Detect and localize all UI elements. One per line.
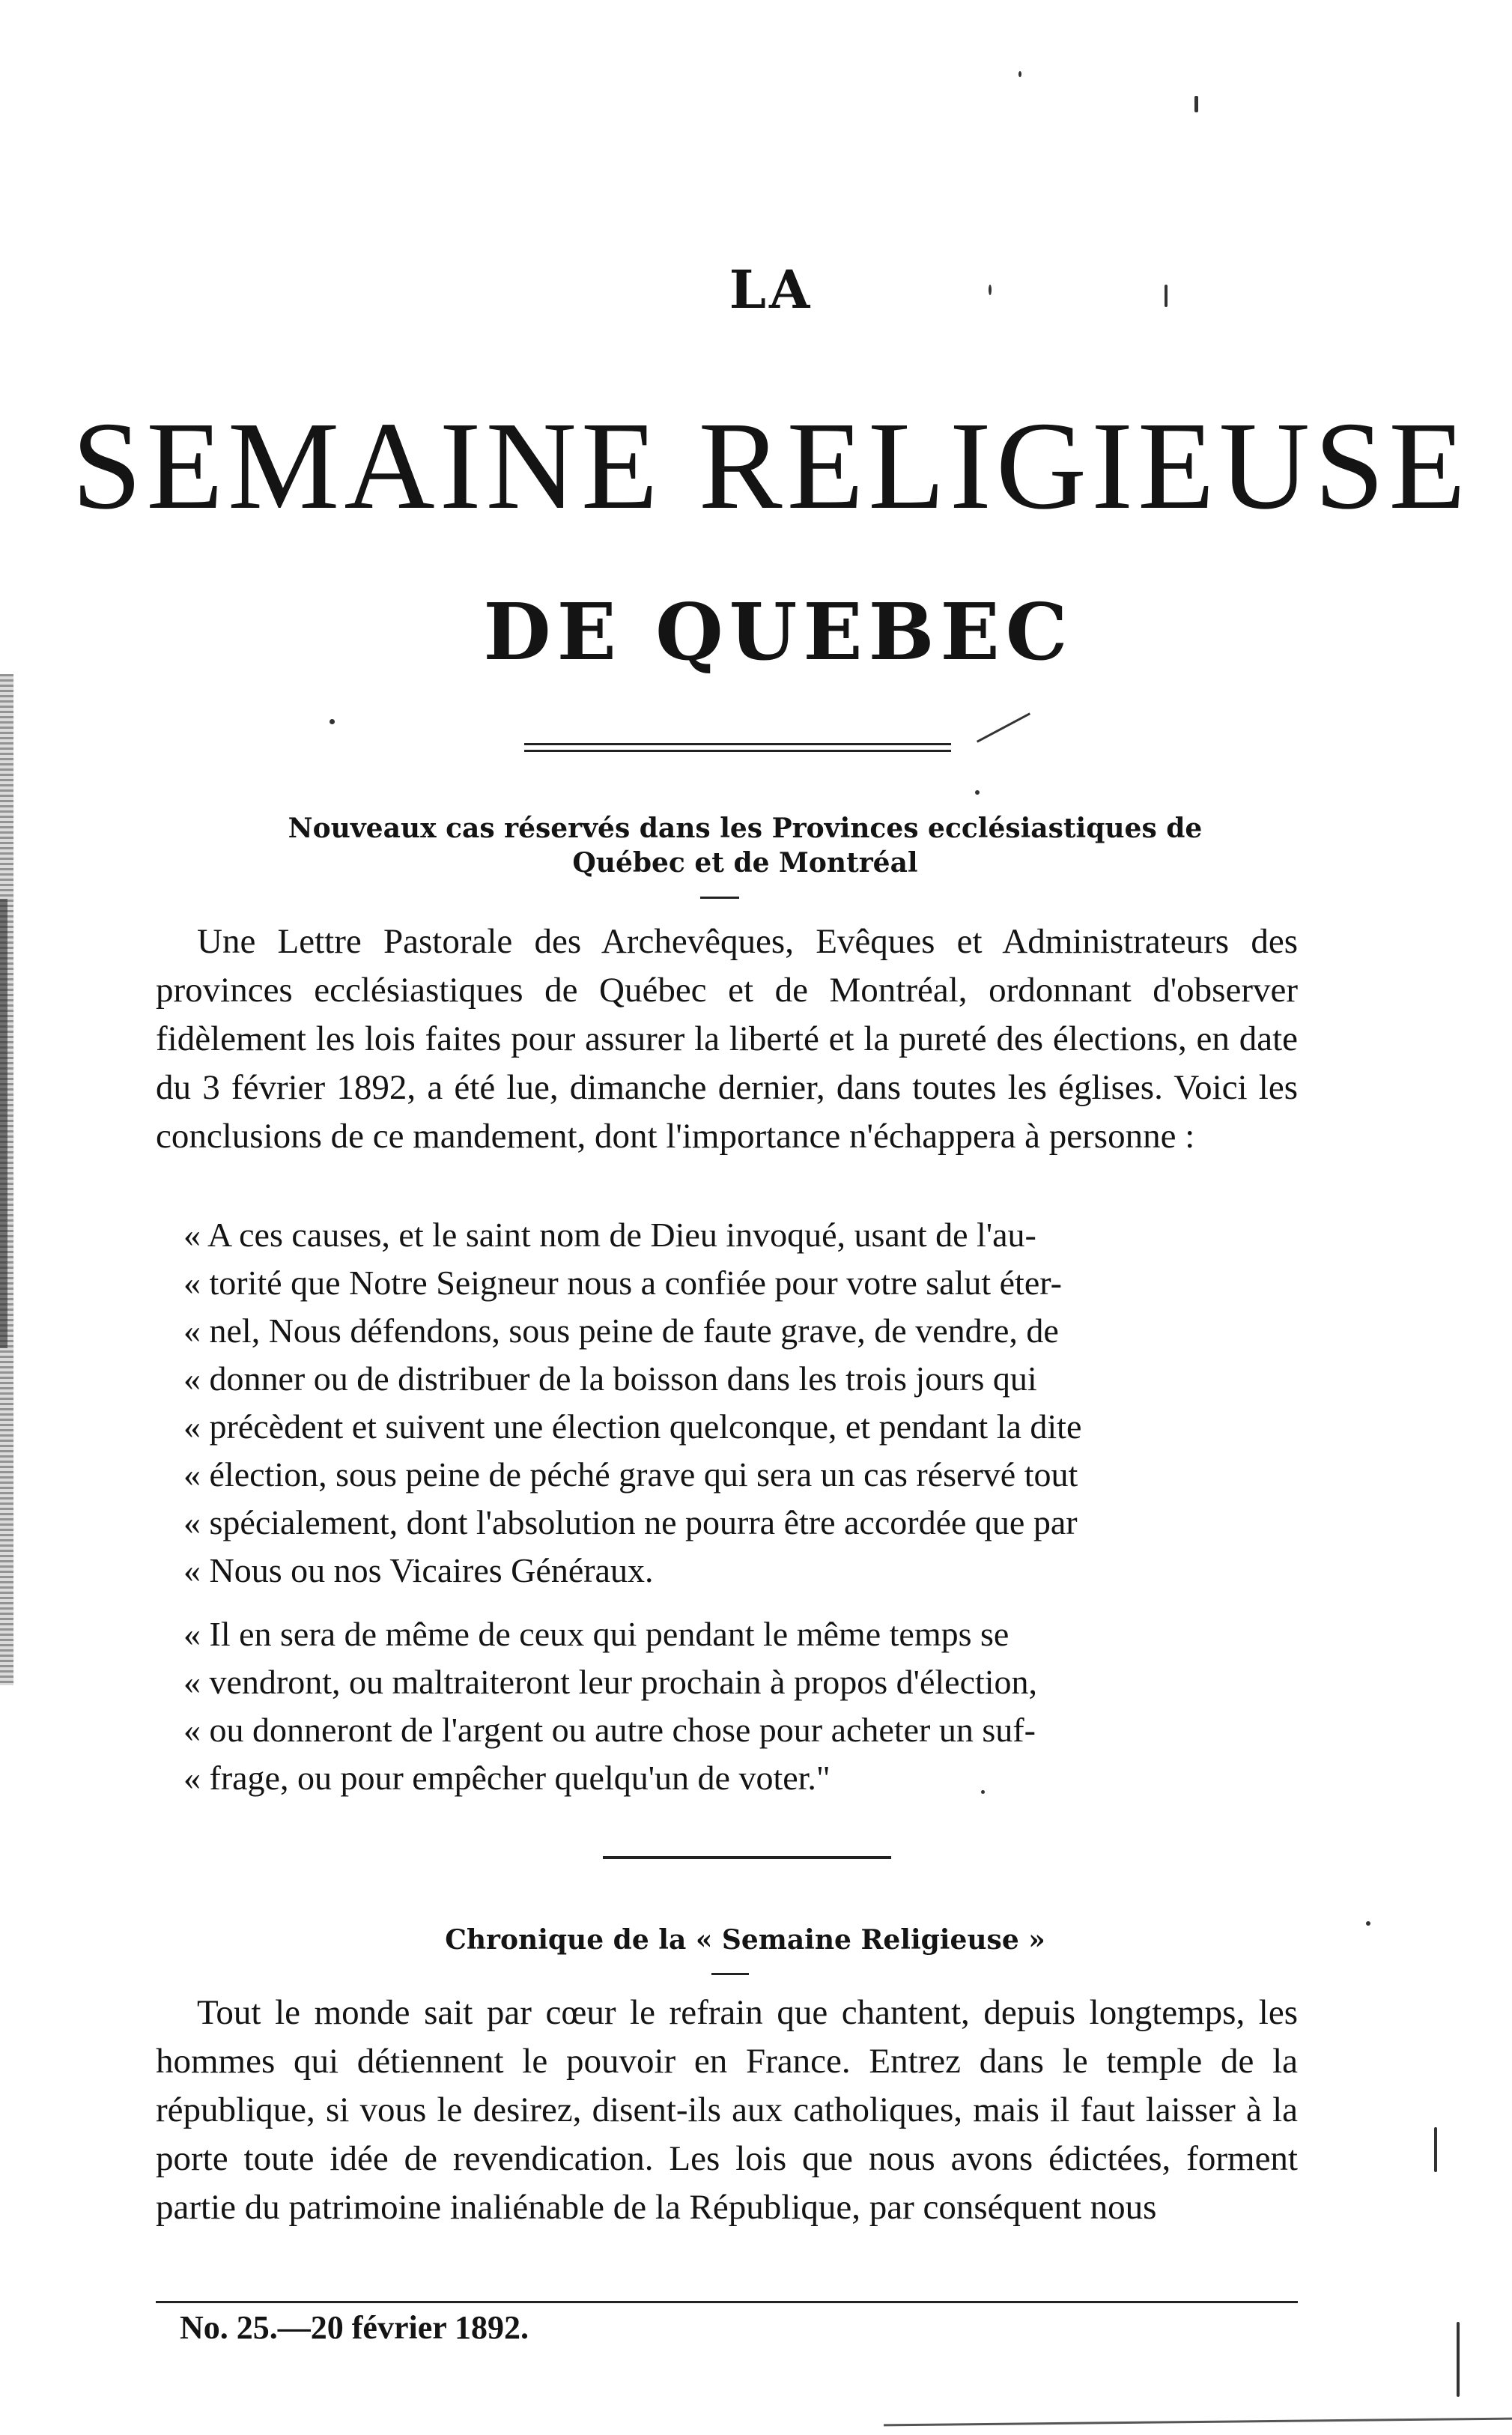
- quote-line: « A ces causes, et le saint nom de Dieu invoqué, usant de l'au-: [183, 1216, 1036, 1254]
- masthead-article: LA: [729, 258, 813, 321]
- scan-speck: [989, 285, 992, 295]
- section-divider: [603, 1856, 891, 1859]
- scan-speck: [330, 719, 335, 724]
- heading-dash: [700, 897, 739, 899]
- masthead-double-rule: [524, 743, 951, 752]
- quote-block-2: [183, 1610, 1299, 1802]
- quote-line: « frage, ou pour empêcher quelqu'un de voter.": [183, 1759, 831, 1797]
- quote-line: « donner ou de distribuer de la boisson dans les trois jours qui: [183, 1359, 1037, 1398]
- quote-block-1: [183, 1211, 1299, 1595]
- scan-speck: [1018, 71, 1021, 77]
- scan-speck: [1457, 2322, 1460, 2397]
- quote-line: « torité que Notre Seigneur nous a confiée pour votre salut éter-: [183, 1264, 1062, 1302]
- quote-line: « nel, Nous défendons, sous peine de faute grave, de vendre, de: [183, 1311, 1059, 1350]
- footer-rule: [156, 2301, 1298, 2303]
- scan-speck: [1194, 96, 1198, 112]
- section2-heading: Chronique de la « Semaine Religieuse »: [445, 1924, 1045, 1956]
- heading-dash: [711, 1973, 749, 1975]
- masthead-subtitle: DE QUEBEC: [483, 586, 1074, 678]
- scan-speck: [1165, 285, 1168, 307]
- quote-line: « spécialement, dont l'absolution ne pourra être accordée que par: [183, 1503, 1078, 1541]
- scan-speck: [981, 1790, 985, 1794]
- section1-heading-line1: Nouveaux cas réservés dans les Provinces ecclésiastiques de: [288, 813, 1203, 844]
- quote-line: « élection, sous peine de péché grave qui sera un cas réservé tout: [183, 1455, 1078, 1494]
- issue-footer: No. 25.—20 février 1892.: [180, 2309, 529, 2346]
- quote-line: « vendront, ou maltraiteront leur prochain à propos d'élection,: [183, 1663, 1038, 1701]
- scan-speck: [1366, 1921, 1370, 1926]
- page-bottom-edge: [884, 2418, 1512, 2427]
- section2-paragraph: Tout le monde sait par cœur le refrain que chantent, depuis longtemps, les hommes qui détiennent le pouvoir en France. Entrez dans le temple de la république, si vous le desirez, disent-ils aux catholiques, mais il faut laisser à la porte toute idée de revendication. Les lois que nous avons édictées, forment partie du patrimoine inaliénable de la République, par conséquent nous: [156, 1993, 1298, 2227]
- scan-speck: [1434, 2127, 1437, 2172]
- section1-heading: [191, 811, 1299, 880]
- quote-line: « Il en sera de même de ceux qui pendant le même temps se: [183, 1615, 1009, 1653]
- quote-line: « ou donneront de l'argent ou autre chose pour acheter un suf-: [183, 1711, 1036, 1749]
- quote-line: « Nous ou nos Vicaires Généraux.: [183, 1551, 654, 1589]
- scan-edge-artifact-dark: [0, 899, 7, 1348]
- pen-stroke-mark: [977, 712, 1030, 742]
- section1-heading-line2: Québec et de Montréal: [572, 847, 918, 879]
- masthead-title: SEMAINE RELIGIEUSE: [71, 396, 1471, 536]
- scan-speck: [975, 790, 980, 795]
- quote-line: « précèdent et suivent une élection quelconque, et pendant la dite: [183, 1407, 1082, 1446]
- section1-paragraph: Une Lettre Pastorale des Archevêques, Evêques et Administrateurs des provinces ecclésiastiques de Québec et de Montréal, ordonnant d'observer fidèlement les lois faites pour assurer la liberté et la pureté des élections, en date du 3 février 1892, a été lue, dimanche dernier, dans toutes les églises. Voici les conclusions de ce mandement, dont l'importance n'échappera à personne :: [156, 922, 1298, 1156]
